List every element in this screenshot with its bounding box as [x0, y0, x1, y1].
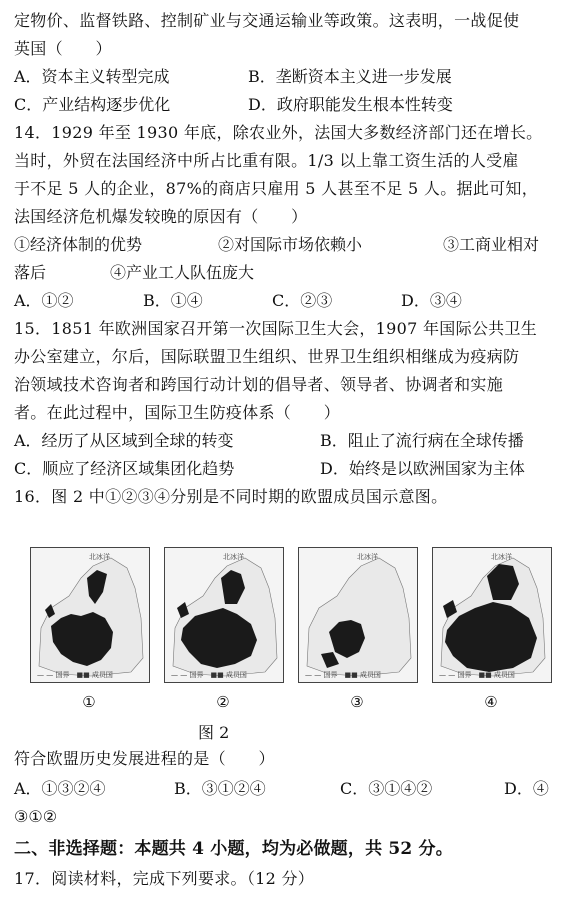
map-drawing	[165, 548, 283, 682]
map-drawing	[299, 548, 417, 682]
option-d-cont: ③①②	[14, 807, 58, 826]
map-number-4: ④	[484, 693, 498, 711]
text-line: 治领域技术咨询者和跨国行动计划的倡导者、领导者、协调者和实施	[14, 375, 504, 394]
map-drawing	[31, 548, 149, 682]
text-line: 英国（ ）	[14, 39, 112, 58]
map-number-2: ②	[216, 693, 230, 711]
figure-caption: 图 2	[198, 723, 230, 742]
item-1: ①经济体制的优势	[14, 235, 143, 254]
map-legend: — — 国界 ■■ 成员国	[305, 671, 381, 679]
option-c: C．产业结构逐步优化	[14, 95, 171, 114]
sea-label: 北冰洋	[223, 553, 244, 561]
text-line: 当时，外贸在法国经济中所占比重有限。1/3 以上靠工资生活的人受雇	[14, 151, 519, 170]
option-a: A．资本主义转型完成	[14, 67, 170, 86]
option-a: A．①②	[14, 291, 74, 310]
question-17: 17．阅读材料，完成下列要求。（12 分）	[14, 869, 315, 888]
eu-map-3	[298, 547, 418, 683]
option-d: D．④	[504, 779, 549, 798]
option-c: C．②③	[272, 291, 333, 310]
option-b: B．阻止了流行病在全球传播	[320, 431, 524, 450]
option-b: B．垄断资本主义进一步发展	[248, 67, 452, 86]
option-a: A．①③②④	[14, 779, 106, 798]
option-b: B．①④	[143, 291, 203, 310]
question-16: 16．图 2 中①②③④分别是不同时期的欧盟成员国示意图。	[14, 487, 448, 506]
item-3: ③工商业相对	[443, 235, 540, 254]
map-legend: — — 国界 ■■ 成员国	[439, 671, 515, 679]
option-a: A．经历了从区域到全球的转变	[14, 431, 234, 450]
text-line: 者。在此过程中，国际卫生防疫体系（ ）	[14, 403, 341, 422]
option-d: D．始终是以欧洲国家为主体	[320, 459, 525, 478]
map-legend: — — 国界 ■■ 成员国	[37, 671, 113, 679]
text-line: 于不足 5 人的企业，87%的商店只雇用 5 人甚至不足 5 人。据此可知，	[14, 179, 539, 198]
text-line: 定物价、监督铁路、控制矿业与交通运输业等政策。这表明，一战促使	[14, 11, 520, 30]
option-d: D．政府职能发生根本性转变	[248, 95, 453, 114]
option-c: C．顺应了经济区域集团化趋势	[14, 459, 235, 478]
sea-label: 北冰洋	[89, 553, 110, 561]
map-legend: — — 国界 ■■ 成员国	[171, 671, 247, 679]
item-3-cont: 落后	[14, 263, 47, 282]
eu-map-2	[164, 547, 284, 683]
item-2: ②对国际市场依赖小	[218, 235, 363, 254]
option-d: D．③④	[401, 291, 462, 310]
question-15: 15．1851 年欧洲国家召开第一次国际卫生大会，1907 年国际公共卫生	[14, 319, 538, 338]
text-line: 法国经济危机爆发较晚的原因有（ ）	[14, 207, 308, 226]
section-heading: 二、非选择题：本题共 4 小题，均为必做题，共 52 分。	[14, 839, 453, 859]
sea-label: 北冰洋	[491, 553, 512, 561]
option-b: B．③①②④	[174, 779, 266, 798]
question-14: 14．1929 年至 1930 年底，除农业外，法国大多数经济部门还在增长。	[14, 123, 543, 142]
text-line: 办公室建立，尔后，国际联盟卫生组织、世界卫生组织相继成为疫病防	[14, 347, 520, 366]
map-number-1: ①	[82, 693, 96, 711]
map-number-3: ③	[350, 693, 364, 711]
item-4: ④产业工人队伍庞大	[110, 263, 255, 282]
option-c: C．③①④②	[340, 779, 433, 798]
sea-label: 北冰洋	[357, 553, 378, 561]
map-drawing	[433, 548, 551, 682]
text-line: 符合欧盟历史发展进程的是（ ）	[14, 749, 275, 768]
eu-map-4	[432, 547, 552, 683]
eu-map-1	[30, 547, 150, 683]
